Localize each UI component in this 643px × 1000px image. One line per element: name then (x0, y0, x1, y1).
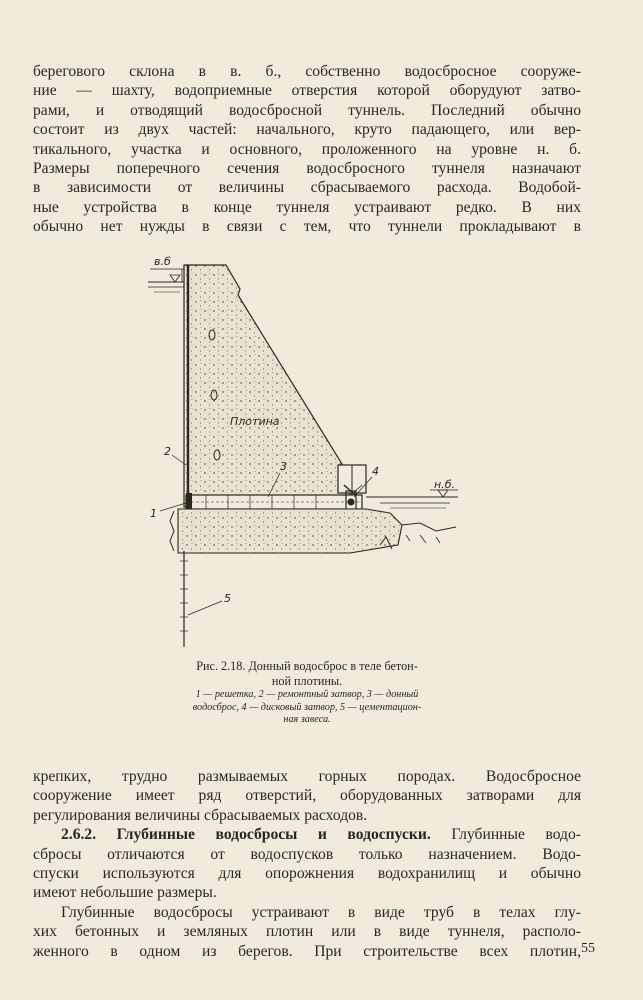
text-line: рами, и отводящий водосбросной туннель. Последний обычно (33, 101, 581, 119)
text-line: спуски используются для опорожнения водохранилищ и обычно (33, 865, 581, 883)
text-line: Глубинные водосбросы устраивают в виде труб в телах глу- (61, 903, 581, 921)
text-line: обычно нет нужды в связи с тем, что туннели прокладывают в (33, 218, 581, 236)
callout-4: 4 (372, 465, 379, 478)
text-line: женного в одном из берегов. При строительстве всех плотин, (33, 942, 581, 960)
dam-label: Плотина (230, 415, 280, 428)
legend-line: ная завеса. (283, 714, 331, 726)
text-line: ные устройства в конце туннеля устраивают редко. В них (33, 198, 581, 216)
text-line: состоит из двух частей: начального, круто падающего, или вер- (33, 121, 581, 139)
text-line: сбросы отличаются от водоспусков только назначением. Водо- (33, 845, 581, 863)
text-line: регулирования величины сбрасываемых расходов. (33, 806, 368, 824)
downstream-water (366, 490, 458, 508)
paragraph-top (33, 62, 581, 237)
dam-body (184, 265, 350, 507)
callout-2: 2 (164, 445, 171, 458)
callout-1: 1 (150, 507, 157, 520)
callout-5: 5 (224, 592, 231, 605)
text-line: берегового склона в в. б., собственно водосбросное сооруже- (33, 63, 581, 80)
caption-line: Рис. 2.18. Донный водосброс в теле бетон- (196, 659, 418, 673)
figure-legend (142, 689, 472, 727)
text-line: сооружение имеет ряд отверстий, оборудованных затворами для (33, 787, 581, 805)
legend-line: 1 — решетка, 2 — ремонтный затвор, 3 — донный (195, 689, 419, 700)
legend-line: водосброс, 4 — дисковый затвор, 5 — цементацион- (192, 701, 422, 713)
text-line: в зависимости от величины сбрасываемого расхода. Водобой- (33, 179, 581, 197)
dam-bottom-outlet-figure (140, 245, 470, 655)
paragraph-bottom (33, 767, 581, 961)
text-line: хих бетонных и земляных плотин или в виде туннеля, располо- (33, 923, 581, 941)
upstream-level-label: в.б (154, 255, 171, 268)
text-line: имеют небольшие размеры. (33, 884, 217, 902)
upstream-water (148, 269, 188, 292)
section-text: Глубинные водо- (430, 826, 581, 844)
figure-caption (142, 659, 472, 689)
text-line: ние — шахту, водоприемные отверстия которой оборудуют затво- (33, 82, 581, 100)
page-number: 55 (581, 941, 595, 956)
section-heading: 2.6.2. Глубинные водосбросы и водоспуски. (61, 826, 431, 844)
text-line: крепких, трудно размываемых горных породах. Водосбросное (33, 768, 581, 785)
callout-3: 3 (280, 460, 287, 473)
downstream-level-label: н.б. (434, 478, 455, 491)
foundation (170, 509, 456, 553)
section-first-line (33, 825, 581, 844)
caption-line: ной плотины. (271, 674, 343, 688)
text-line: Размеры поперечного сечения водосбросного туннеля назначают (33, 160, 581, 178)
text-line: тикального, участка и основного, проложенного на уровне н. б. (33, 140, 581, 158)
grout-curtain (180, 551, 188, 647)
